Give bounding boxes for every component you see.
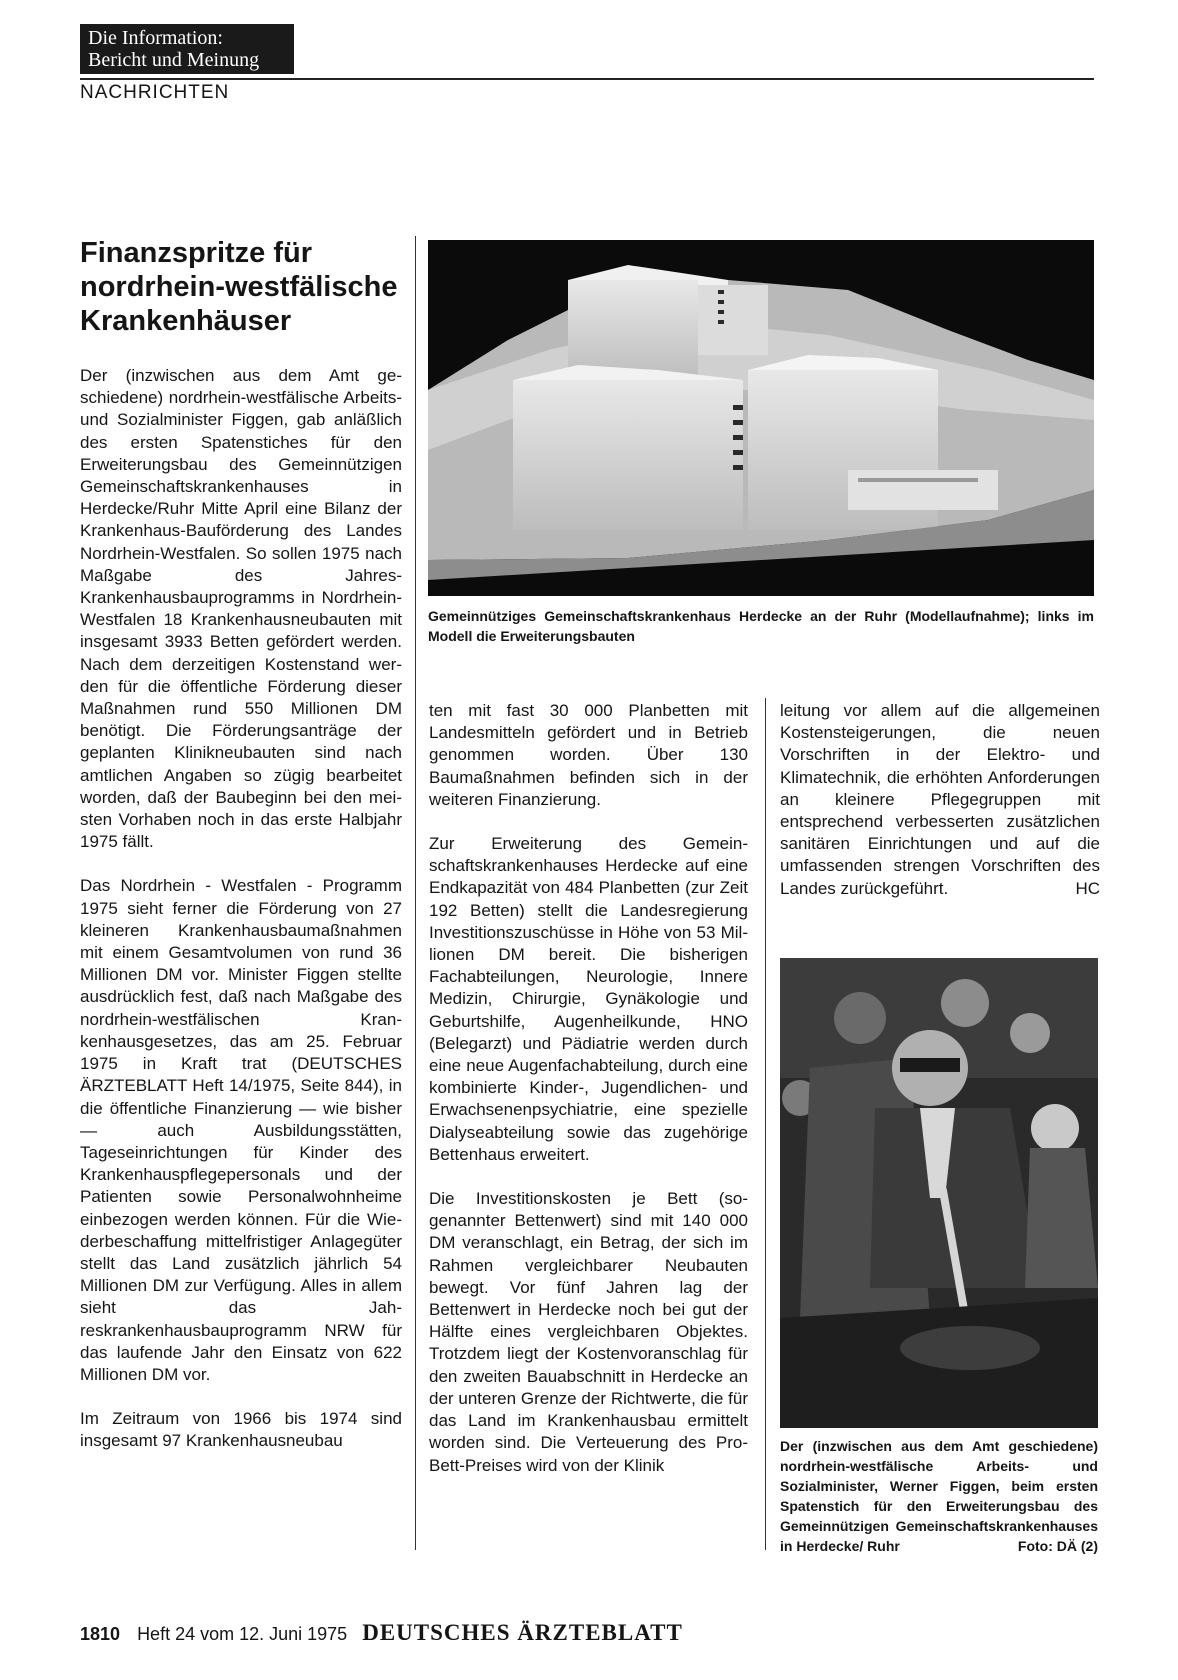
groundbreaking-photo — [780, 958, 1098, 1428]
article-headline — [80, 236, 400, 338]
hospital-model-image — [428, 240, 1094, 596]
section-logo-box — [80, 24, 294, 74]
column-divider — [765, 698, 766, 1550]
article-column-3 — [780, 700, 1100, 922]
headline-line-2: nordrhein-westfälische — [80, 271, 398, 303]
paragraph-text: leitung vor allem auf die allgemeinen Kostensteigerungen, die neuen Vorschriften in der Elektro- und Klimatechnik, die erhöhten Anforderungen an kleinere Pflegegruppen mit entsprechend verbesserten zusätzlichen sanitären Einrichtungen und auf die umfassenden strengen Vorschriften des Landes zurückgeführt. — [780, 701, 1100, 898]
paragraph: Das Nordrhein - Westfalen - Programm 1975 sieht ferner die Förderung von 27 kleineren Krankenhausbaumaßnahmen mit einem Gesamtvolumen von rund 36 Millionen DM vor. Minister Figgen stellte ausdrücklich fest, daß nach Maßgabe des nordrhein-westfälischen Krankenhausgesetzes, das am 25. Februar 1975 in Kraft trat (DEUTSCHES ÄRZTEBLATT Heft 14/1975, Seite 844), in die öffentliche Finanzierung — wie bisher — auch Ausbildungsstätten, Tageseinrichtungen für Kinder des Krankenhauspflegepersonals und der Patienten sowie Personalwohnheime einbezogen werden können. Für die Wiederbeschaffung mittelfristiger Anlagegüter stellt das Land zusätzlich jährlich 54 Millionen DM zur Verfügung. Alles in allem sieht das Jahreskrankenhausbauprogramm NRW für das laufende Jahr den Einsatz von 622 Millionen DM vor. — [80, 876, 402, 1384]
hospital-model-caption: Gemeinnütziges Gemeinschaftskrankenhaus Herdecke an der Ruhr (Modellaufnahme); links im Modell die Erweiterungsbauten — [428, 608, 1094, 644]
groundbreaking-caption — [780, 1436, 1098, 1556]
photo-credit: Foto: DÄ (2) — [1017, 1538, 1098, 1554]
paragraph: Der (inzwischen aus dem Amt geschiedene) nordrhein-westfälische Arbeits- und Sozialminister Figgen, gab anläßlich des ersten Spatenstiches für den Erweiterungsbau des Gemeinnützigen Gemeinschaftskrankenhauses in Herdecke/Ruhr Mitte April eine Bilanz der Krankenhaus-Bauförderung des Landes Nordrhein-Westfalen. So sollen 1975 nach Maßgabe des Jahres-Krankenhausbauprogramms in Nordrhein-Westfalen 18 Krankenhausneubauten mit insgesamt 3933 Betten gefördert werden. Nach dem derzeitigen Kostenstand werden für die öffentliche Förderung dieser Maßnahmen rund 550 Millionen DM benötigt. Die Förderungsanträge der geplanten Klinikneubauten sind nach amtlichen Angaben so zügig bearbeitet worden, daß der Baubeginn bei den meisten Vorhaben noch in das erste Halbjahr 1975 fällt. — [80, 366, 402, 852]
caption-text: Der (inzwischen aus dem Amt geschiedene) nordrhein-westfälische Arbeits- und Sozialminister, Werner Figgen, beim ersten Spatenstich für den Erweiterungsbau des Gemeinnützigen Gemeinschaftskrankenhauses in Herdecke/ Ruhr — [780, 1438, 1098, 1554]
journal-name: DEUTSCHES ÄRZTEBLATT — [362, 1620, 683, 1645]
column-divider — [415, 236, 416, 1550]
article-column-1 — [80, 365, 402, 1475]
headline-line-3: Krankenhäuser — [80, 305, 292, 337]
paragraph: Im Zeitraum von 1966 bis 1974 sind insgesamt 97 Krankenhausneubau — [80, 1409, 402, 1451]
paragraph: Die Investitionskosten je Bett (sogenannter Bettenwert) sind mit 140 000 DM veranschlagt, ein Betrag, der sich im Rahmen vergleichbarer Neubauten bewegt. Vor fünf Jahren lag der Bettenwert in Herdecke noch bei gut der Hälfte eines vergleichbaren Objektes. Trotzdem liegt der Kostenvoranschlag für den zweiten Bauabschnitt in Herdecke an der unteren Grenze der Richtwerte, die für das Land im Krankenhausbau ermittelt worden sind. Die Verteuerung des Pro-Bett-Preises wird von der Klinik — [429, 1189, 748, 1475]
paragraph: ten mit fast 30 000 Planbetten mit Landesmitteln gefördert und in Betrieb genommen worden. Über 130 Baumaßnahmen befinden sich in der weiteren Finanzierung. — [429, 701, 748, 809]
paragraph: Zur Erweiterung des Gemeinschaftskrankenhauses Herdecke auf eine Endkapazität von 484 Planbetten (zur Zeit 192 Betten) stellt die Landesregierung Investitionszuschüsse in Höhe von 53 Millionen DM bereit. Die bisherigen Fachabteilungen, Neurologie, Innere Medizin, Chirurgie, Gynäkologie und Geburtshilfe, Augenheilkunde, HNO (Belegarzt) und Pädiatrie werden durch eine neue Augenfachabteilung, durch eine kombinierte Kinder-, Jugendlichen- und Erwachsenenpsychiatrie, eine spezielle Dialyseabteilung sowie das zugehörige Bettenhaus erweitert. — [429, 834, 748, 1164]
article-column-2 — [429, 700, 748, 1499]
page-number: 1810 — [80, 1624, 121, 1644]
paragraph — [780, 700, 1100, 900]
logo-line-1: Die Information: — [88, 27, 223, 49]
issue-info: Heft 24 vom 12. Juni 1975 — [137, 1624, 348, 1644]
logo-line-2: Bericht und Meinung — [88, 49, 260, 71]
page-footer — [80, 1620, 683, 1646]
header-divider — [80, 78, 1094, 80]
groundbreaking-image — [780, 958, 1098, 1428]
headline-line-1: Finanzspritze für — [80, 237, 313, 269]
hospital-model-photo — [428, 240, 1094, 596]
author-initials: HC — [1075, 878, 1100, 898]
section-label: NACHRICHTEN — [80, 82, 230, 103]
